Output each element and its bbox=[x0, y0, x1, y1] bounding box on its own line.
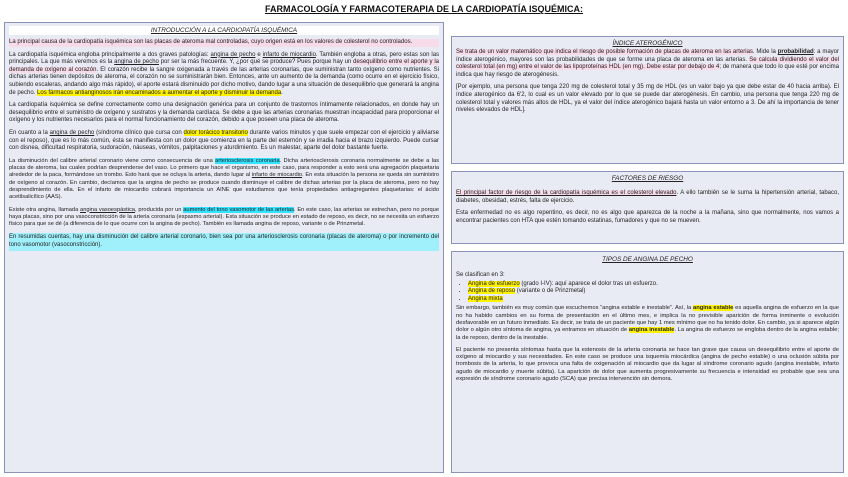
intro-paragraph-4: En cuanto a la angina de pecho (síndrome clínico que cursa con dolor torácico transitorio durante varios minutos y que suele empezar con el ejercicio y aliviarse con el reposo), que es lo más común, ésta se manifiesta con un dolor que comienza en la parte del esternón y se irradia hacia el brazo izquierdo. Puede cursar con disnea, dificultad respiratoria, sudoración, náuseas, vómitos, palpitaciones y aturdimiento. Es un malestar, aparte del dolor bastante fuerte. bbox=[9, 129, 440, 152]
intro-heading: INTRODUCCIÓN A LA CARDIOPATÍA ISQUÉMICA bbox=[9, 26, 439, 35]
list-item: • Angina mixta bbox=[468, 296, 839, 304]
intro-paragraph-5: La disminución del calibre arterial coronario viene como consecuencia de una arteriosclerosis coronaria. Dicha arteriosclerosis coronaria normalmente se debe a las placas de ateroma, las cuales podrían desprenderse del vaso. Lo primero que hace el organismo, en este caso, para responder a esto será una agregación plaquetaria alrededor de la paca, formándose un trombo. Esto hará que se ocluya la arteria, dando lugar al infarto de miocardio. En esta situación la persona se queda sin suministro de oxígeno al corazón. En cambio, decíamos que la angina de pecho se produce cuando disminuye el calibre de dichas arterias por la placa de ateroma, pero no hay desprendimiento de ella. En el infarto de miocardio cobrará importancia un AINE que estudiamos que tenía propiedades antiagregantes plaquetarias: el ácido acetilsalicílico (AAS). bbox=[9, 157, 440, 201]
intro-paragraph-2: La cardiopatía isquémica engloba principalmente a dos graves patologías: angina de pecho e infarto de miocardio. También engloba a otras, pero estas son las principales. La que más veremos es la angina de pecho por ser la más frecuente. Y, ¿por qué se produce? Pues porque hay un desequilibrio entre el aporte y la demanda de oxígeno al corazón. El corazón recibe la sangre oxigenada a través de las arterias coronarias, que suministran tanto oxígeno como nutrientes. Si dichas arterias tienen depósitos de ateroma, el corazón no se suministrarán bien. Entonces, ante un aumento de la demanda (como ocurre en el ejercicio físico, subiendo escaleras, andando algo más rápido), el aporte estará disminuido por dicho motivo, dando lugar a una situación de desequilibrio que generará la angina de pecho. Los fármacos antianginosos irán encaminados a aumentar el aporte y disminuir la demanda. bbox=[9, 51, 440, 96]
tipos-paragraph-1: Sin embargo, también es muy común que escuchemos “angina estable e inestable”. Así, la angina estable es aquella angina de esfuerzo en la que no ha habido cambios en su forma de presentación en el último mes, e implica la no previsible aparición de forma inminente o evolución desfavorable en un futuro inmediato. Es decir, se trata de un paciente que hay 1 mes mínimo que no ha tenido dolor. En cambio, ya si aparece algún dolor o algún otro síntoma de angina, ya entramos en situación de angina inestable. La angina de esfuerzo se engloba dentro de la angina estable; la de reposo, dentro de la inestable. bbox=[456, 305, 840, 341]
list-item: • Angina de reposo (variante o de Prinzmetal) bbox=[468, 288, 839, 296]
indice-heading: ÍNDICE ATEROGÉNICO bbox=[612, 40, 683, 47]
intro-panel bbox=[4, 22, 444, 473]
page-title: FARMACOLOGÍA Y FARMACOTERAPIA DE LA CARDIOPATÍA ISQUÉMICA: bbox=[264, 4, 583, 14]
intro-paragraph-1: La principal causa de la cardiopatía isquémica son las placas de ateroma mal controladas, cuyo origen está en los valores de colesterol no controlados. bbox=[9, 39, 439, 47]
factores-panel bbox=[451, 171, 844, 244]
factores-paragraph-2: Esta enfermedad no es algo repentino, es decir, no es algo que aparezca de la noche a la mañana, sino que normalmente, nos vamos a encontrar pacientes con HTA que estén tomando estatinas, fumadores y que no se mueven. bbox=[456, 210, 839, 224]
tipos-list bbox=[468, 281, 839, 304]
intro-summary: En resumidas cuentas, hay una disminución del calibre arterial coronario, bien sea por una arteriosclerosis coronaria (placas de ateroma) o por incremento del tono vasomotor (vasoconstricción). bbox=[9, 233, 439, 250]
tipos-panel bbox=[451, 251, 844, 473]
intro-paragraph-6: Existe otra angina, llamada angina vasoespástica, producida por un aumento del tono vasomotor de las arterias. En este caso, las arterias se estrechan, pero no porque haya placas, sino por una vasoconstricción de la arteria coronaria (espasmo arterial). Esta situación se produce en estado de reposo, es decir, no se necesita un esfuerzo físico para que se dé (a diferencia de lo que ocurre con la angina de pecho). También es llamada angina de reposo, variante o de Prinzmetal. bbox=[9, 206, 440, 228]
tipos-heading: TIPOS DE ANGINA DE PECHO bbox=[602, 256, 693, 263]
factores-paragraph-1: El principal factor de riesgo de la cardiopatía isquémica es el colesterol elevado. A ello también se le suma la hipertensión arterial, tabaco, diabetes, obesidad, estrés, falta de ejercicio. bbox=[456, 190, 840, 204]
tipos-intro: Se clasifican en 3: bbox=[456, 272, 505, 278]
indice-paragraph-2: [Por ejemplo, una persona que tenga 220 mg de colesterol total y 35 mg de HDL (es un valor bajo ya que debe estar de 40 hacia arriba). El índice aterogénico da 6'2, lo cual es un valor elevado por lo que se puede dar aterogénesis. En cambio, una persona que tenga 220 mg de colesterol total y valores más altos de HDL, ya el valor del índice aterogénico bajará hasta un valor entorno a 3. De ahí la importancia de tener niveles elevados de HDL]. bbox=[456, 84, 839, 114]
tipos-paragraph-2: El paciente no presenta síntomas hasta que la estenosis de la arteria coronaria se hace tan grave que causa un desequilibrio entre el aporte de oxígeno al miocardio y sus necesidades. En este caso se produce una isquemia miocárdica (angina de pecho estable) o una oclusión súbita por trombosis de la arteria, lo que provoca una falta de oxigenación al miocardio que da lugar al síndrome coronario agudo (angina inestable, infarto agudo de miocardio y muerte súbita). La aparición de dolor que aumenta progresivamente su frecuencia e intensidad es probable que sea una expresión de síndrome coronario agudo (SCA) que precisa intervención sin demora. bbox=[456, 346, 839, 383]
indice-panel bbox=[451, 36, 844, 164]
factores-heading: FACTORES DE RIESGO bbox=[611, 175, 684, 182]
indice-paragraph-1: Se trata de un valor matemático que indica el riesgo de posible formación de placas de ateroma en las arterias. Mide la probabilidad: a mayor índice aterogénico, mayores son las probabilidades de que se forme una placa de ateroma en las arterias. Se calcula dividiendo el valor del colesterol total (en mg) entre el valor de las lipoproteínas HDL (en mg). Debe estar por debajo de 4; de manera que todo lo que esté por encima indica que hay riesgo de aterogénesis. bbox=[456, 49, 839, 78]
intro-paragraph-3: La cardiopatía isquémica se define correctamente como una designación genérica para un conjunto de trastornos íntimamente relacionados, en donde hay un desequilibrio entre el suministro de oxígeno y sustratos y la demanda cardíaca. Se debe a que las arterias coronarias muestran incapacidad para proporcionar el oxígeno y los nutrientes necesarios para el normal funcionamiento del corazón, debido a que poseen una placa de ateroma. bbox=[9, 102, 439, 124]
list-item: • Angina de esfuerzo (grado I-IV): aquí aparece el dolor tras un esfuerzo. bbox=[468, 281, 839, 289]
